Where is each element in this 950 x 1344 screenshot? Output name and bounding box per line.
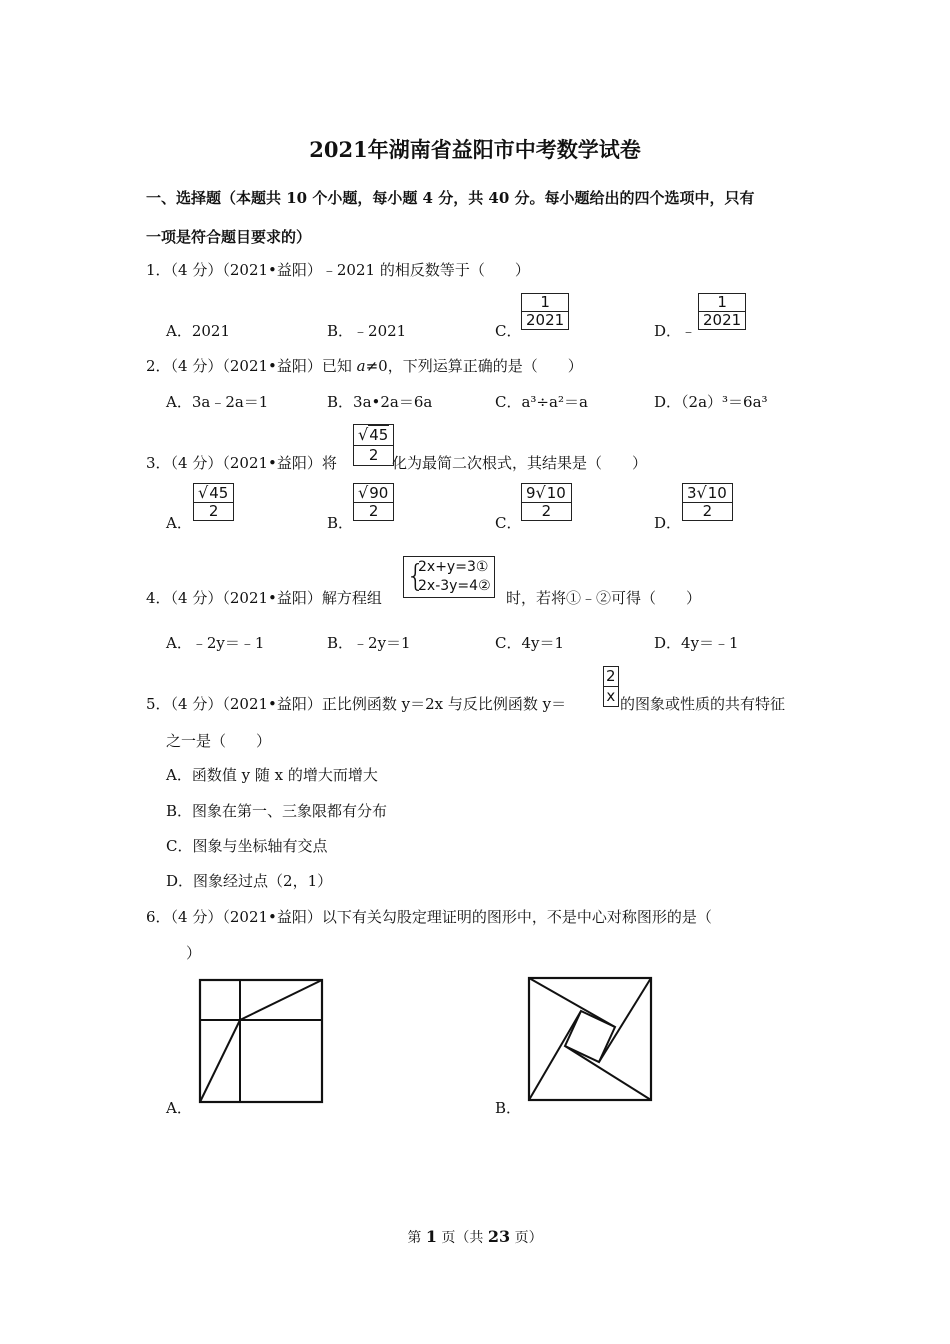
q3-stem-pre: 3．（4 分）（2021•益阳）将 — [146, 454, 337, 472]
q2-stem-pre: 2．（4 分）（2021•益阳）已知 — [146, 357, 357, 375]
q4-equation-2: 2x-3y=4② — [418, 578, 491, 594]
figure-a-diagonal-upper — [240, 980, 322, 1020]
q3-d-denominator: 2 — [702, 502, 713, 520]
q4-option-b: B．﹣2y＝1 — [327, 634, 411, 652]
figure-b-inner-square — [565, 1011, 615, 1062]
q3-option-b-label: B． — [327, 514, 354, 532]
q4-option-c: C．4y＝1 — [495, 634, 565, 652]
footer-page-number: 1 — [425, 1227, 437, 1246]
q1-stem: 1．（4 分）（2021•益阳）﹣2021 的相反数等于（ ） — [146, 261, 530, 279]
q1-c-denominator: 2021 — [526, 311, 565, 329]
q3-b-radicand: 90 — [369, 484, 389, 502]
q3-stem-denominator: 2 — [368, 446, 379, 464]
q3-option-a-label: A． — [166, 514, 192, 532]
q1-c-numerator: 1 — [522, 294, 568, 312]
q2-stem-var: a — [356, 357, 366, 375]
figure-b-line-1 — [529, 978, 615, 1027]
q5-option-d: D．图象经过点（2，1） — [166, 872, 333, 890]
q6-option-a-figure — [198, 978, 324, 1104]
q1-option-b: B．﹣2021 — [327, 322, 407, 340]
q5-stem-post: 的图象或性质的共有特征 — [620, 695, 786, 713]
q5-option-b: B．图象在第一、三象限都有分布 — [166, 802, 388, 820]
q6-stem-line2: ） — [186, 944, 202, 962]
q5-option-c: C．图象与坐标轴有交点 — [166, 837, 328, 855]
footer-mid: 页（共 — [436, 1230, 488, 1246]
q4-equation-1: 2x+y=3① — [418, 559, 489, 575]
q5-stem-line2: 之一是（ ） — [166, 732, 272, 750]
q5-option-a: A．函数值 y 随 x 的增大而增大 — [166, 766, 378, 784]
figure-b-line-4 — [529, 1011, 581, 1100]
q4-option-d: D．4y＝﹣1 — [654, 634, 739, 652]
q1-option-d-fraction — [698, 293, 746, 330]
q2-stem-post: ≠0，下列运算正确的是（ ） — [365, 357, 583, 375]
q3-option-c-expression: $\frac{9√10}{2}$ — [521, 483, 572, 521]
q1-option-d-label: D．﹣ — [654, 322, 697, 340]
q3-a-denominator: 2 — [208, 502, 219, 520]
q3-b-denominator: 2 — [368, 502, 379, 520]
figure-b-outer-square — [529, 978, 651, 1100]
q6-option-b-label: B． — [495, 1099, 522, 1117]
q4-option-a: A．﹣2y＝﹣1 — [166, 634, 265, 652]
q3-stem-expression: $\frac{√45}{2}$ — [353, 424, 394, 466]
page-footer — [0, 1227, 950, 1248]
section-heading-line2: 一项是符合题目要求的） — [146, 228, 312, 246]
q3-option-b-expression: $\frac{√90}{2}$ — [353, 483, 394, 521]
q2-option-a: A．3a﹣2a＝1 — [166, 393, 269, 411]
figure-a-diagonal-lower — [200, 1020, 240, 1102]
figure-b-line-3 — [565, 1046, 651, 1100]
figure-b-line-2 — [599, 978, 651, 1062]
footer-post: 页） — [510, 1230, 543, 1246]
q3-option-d-label: D． — [654, 514, 682, 532]
q5-frac-denominator: x — [606, 687, 616, 705]
q5-fraction — [603, 666, 619, 707]
q3-stem-radicand: 45 — [369, 426, 389, 444]
q3-option-c-label: C． — [495, 514, 522, 532]
q5-frac-numerator: 2 — [606, 667, 616, 685]
q3-c-coefficient: 9 — [526, 484, 536, 502]
q3-stem-post: 化为最简二次根式，其结果是（ ） — [392, 454, 648, 472]
q4-equation-system: { 2x+y=3① 2x-3y=4② — [403, 556, 495, 598]
q3-option-a-expression: $\frac{√45}{2}$ — [193, 483, 234, 521]
q2-option-b: B．3a•2a＝6a — [327, 393, 433, 411]
q3-option-d-expression: $\frac{3√10}{2}$ — [682, 483, 733, 521]
exam-title: 2021年湖南省益阳市中考数学试卷 — [309, 137, 641, 162]
q6-stem: 6．（4 分）（2021•益阳）以下有关勾股定理证明的图形中，不是中心对称图形的是（ — [146, 908, 712, 926]
q2-option-d: D．（2a）³＝6a³ — [654, 393, 768, 411]
q5-stem-pre: 5．（4 分）（2021•益阳）正比例函数 y＝2x 与反比例函数 y＝ — [146, 695, 567, 713]
q1-option-c-label: C． — [495, 322, 522, 340]
q3-c-radicand: 10 — [546, 484, 566, 502]
q2-stem — [146, 356, 583, 376]
footer-total-pages: 23 — [487, 1227, 511, 1246]
q3-c-denominator: 2 — [541, 502, 552, 520]
q1-option-a: A．2021 — [166, 322, 231, 340]
q4-stem-pre: 4．（4 分）（2021•益阳）解方程组 — [146, 589, 382, 607]
q1-d-denominator: 2021 — [703, 311, 742, 329]
q2-option-c: C．a³÷a²＝a — [495, 393, 588, 411]
q3-d-radicand: 10 — [707, 484, 727, 502]
footer-pre: 第 — [407, 1230, 426, 1246]
q4-stem-post: 时，若将①﹣②可得（ ） — [506, 589, 702, 607]
section-heading-line1: 一、选择题（本题共 10 个小题，每小题 4 分，共 40 分。每小题给出的四个选项中，只有 — [146, 189, 755, 207]
q6-option-a-label: A． — [166, 1099, 192, 1117]
figure-a-outer-square — [200, 980, 322, 1102]
q1-option-c-fraction — [521, 293, 569, 330]
q1-d-numerator: 1 — [699, 294, 745, 312]
q3-a-radicand: 45 — [209, 484, 229, 502]
q3-d-coefficient: 3 — [687, 484, 697, 502]
q6-option-b-figure — [527, 976, 653, 1104]
